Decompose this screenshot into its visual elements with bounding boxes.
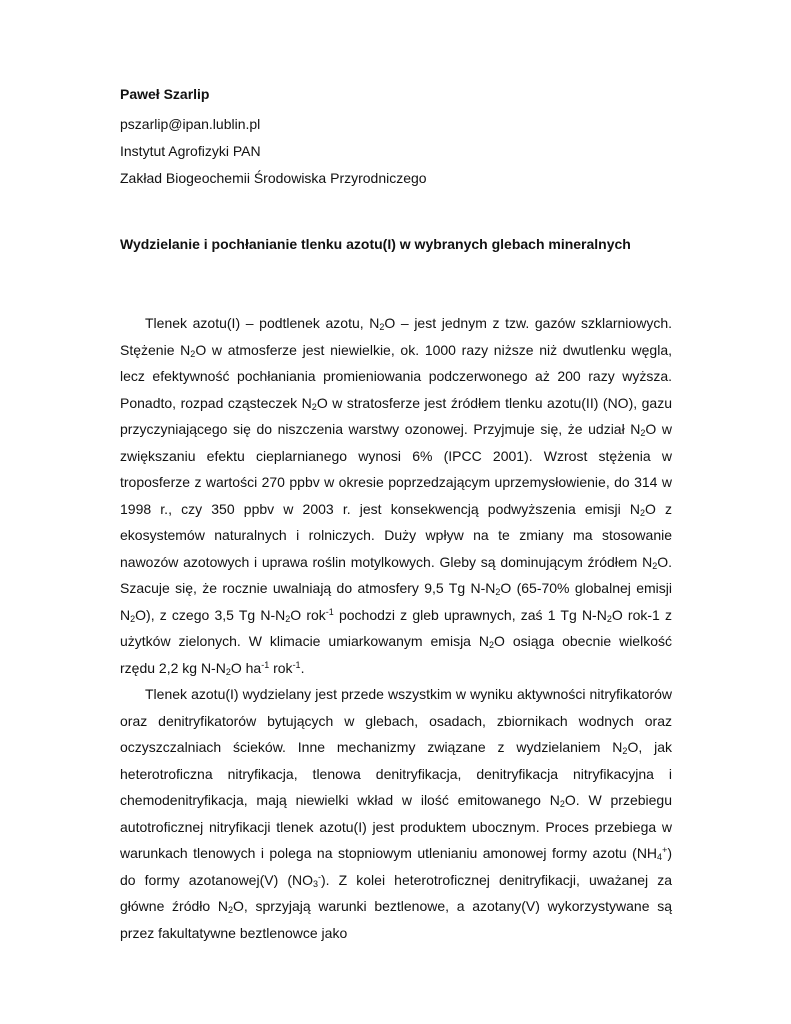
paragraph-2: Tlenek azotu(I) wydzielany jest przede wszystkim w wyniku aktywności nitryfikatorów oraz denitryfikatorów bytujących w glebach, osadach, zbiornikach wodnych oraz oczyszczalniach ścieków. Inne mechanizmy związane z wydzielaniem $N_2O$, jak heterotroficzna nitryfikacja, tlenowa denitryfikacja, denitryfikacja nitryfikacyjna i chemodenitryfikacja, mają niewielki wkład w ilość emitowanego $N_2O$. W przebiegu autotroficznej nitryfikacji tlenek azotu(I) jest produktem ubocznym. Proces przebiega w warunkach tlenowych i polega na stopniowym utlenianiu amonowej formy azotu $(NH_4^+)$ do formy azotanowej(V) $(NO_3^-)$. Z kolei heterotroficznej denitryfikacji, uważanej za główne źródło $N_2O$, sprzyjają warunki beztlenowe, a azotany(V) wykorzystywane są przez fakultatywne beztlenowce jako bbox=[120, 686, 672, 941]
author-name: Paweł Szarlip bbox=[120, 86, 210, 102]
author-department: Zakład Biogeochemii Środowiska Przyrodniczego bbox=[120, 170, 427, 186]
author-institute: Instytut Agrofizyki PAN bbox=[120, 143, 261, 159]
author-email: pszarlip@ipan.lublin.pl bbox=[120, 116, 261, 132]
paragraph-1: Tlenek azotu(I) – podtlenek azotu, $N_2O$ – jest jednym z tzw. gazów szklarniowych. Stężenie $N_2O$ w atmosferze jest niewielkie, ok. 1000 razy niższe niż dwutlenku węgla, lecz efektywność pochłaniania promieniowania podczerwonego aż 200 razy wyższa. Ponadto, rozpad cząsteczek $N_2O$ w stratosferze jest źródłem tlenku azotu(II) (NO), gazu przyczyniającego się do niszczenia warstwy ozonowej. Przyjmuje się, że udział $N_2O$ w zwiększaniu efektu cieplarnianego wynosi 6% (IPCC 2001). Wzrost stężenia w troposferze z wartości 270 ppbv w okresie poprzedzającym uprzemysłowienie, do 314 w 1998 r., czy 350 ppbv w 2003 r. jest konsekwencją podwyższenia emisji $N_2O$ z ekosystemów naturalnych i rolniczych. Duży wpływ na te zmiany ma stosowanie nawozów azotowych i uprawa roślin motylkowych. Gleby są dominującym źródłem $N_2O$. Szacuje się, że rocznie uwalniają do atmosfery 9,5 Tg $N-N_2O$ (65-70% globalnej emisji $N_2O$), z czego 3,5 Tg $N-N_2O$ rok$^{-1}$ pochodzi z gleb uprawnych, zaś 1 Tg $N-N_2O$ rok-1 z użytków zielonych. W klimacie umiarkowanym emisja $N_2O$ osiąga obecnie wielkość rzędu 2,2 kg $N-N_2O$ $ha^{-1}$ rok$^{-1}$. bbox=[120, 315, 673, 677]
body-text bbox=[120, 310, 672, 946]
paper-title: Wydzielanie i pochłanianie tlenku azotu(I) w wybranych glebach mineralnych bbox=[120, 236, 631, 252]
